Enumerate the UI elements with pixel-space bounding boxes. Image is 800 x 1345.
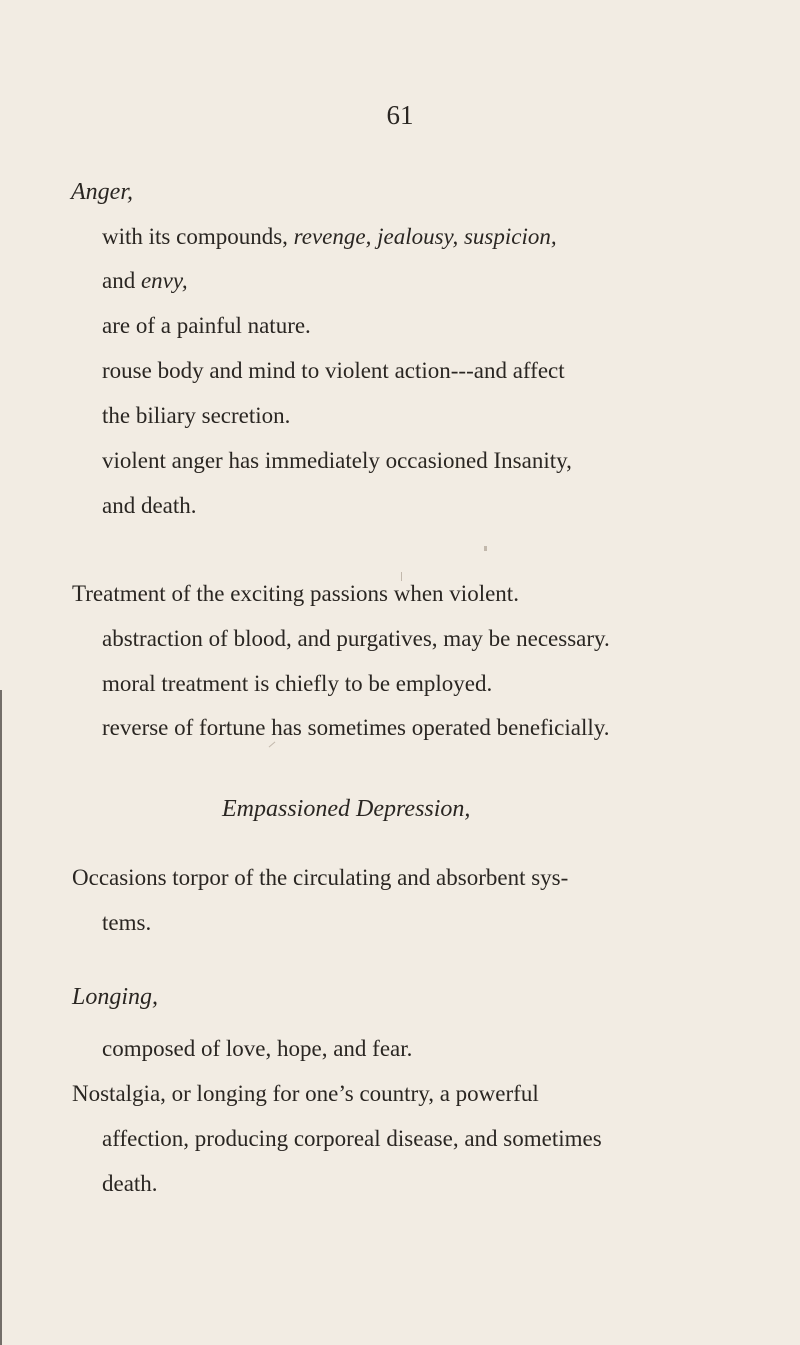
- ink-speck: [401, 572, 402, 581]
- heading-longing: Longing,: [72, 984, 159, 1010]
- anger-line-2: [102, 269, 188, 292]
- anger-line-2-emphasis: envy,: [140, 268, 188, 293]
- depression-line-1: Occasions torpor of the circulating and absorbent sys-: [72, 865, 569, 890]
- page-edge-shadow: [0, 690, 2, 1345]
- treatment-line-2: abstraction of blood, and purgatives, may be necessary.: [102, 626, 610, 651]
- page-number: 61: [386, 100, 414, 130]
- anger-line-4: rouse body and mind to violent action---and affect: [102, 358, 565, 383]
- longing-line-3: affection, producing corporeal disease, and sometimes: [102, 1126, 602, 1151]
- longing-line-4: death.: [102, 1171, 158, 1196]
- treatment-line-1: Treatment of the exciting passions when violent.: [72, 581, 519, 606]
- anger-line-1-text: with its compounds,: [102, 224, 288, 249]
- anger-line-7: and death.: [102, 493, 197, 518]
- longing-line-1: composed of love, hope, and fear.: [102, 1036, 413, 1061]
- treatment-line-4: reverse of fortune has sometimes operated beneficially.: [102, 715, 610, 740]
- anger-line-5: the biliary secretion.: [102, 403, 291, 428]
- ink-speck: [269, 742, 276, 748]
- ink-speck: [484, 546, 487, 551]
- heading-empassioned-depression: Empassioned Depression,: [222, 796, 471, 822]
- anger-line-3: are of a painful nature.: [102, 313, 311, 338]
- anger-line-1: [102, 225, 557, 248]
- heading-anger: Anger,: [71, 179, 133, 205]
- anger-line-6: violent anger has immediately occasioned Insanity,: [102, 448, 572, 473]
- depression-line-2: tems.: [102, 910, 152, 935]
- anger-line-2-text: and: [102, 268, 136, 293]
- treatment-line-3: moral treatment is chiefly to be employed.: [102, 671, 493, 696]
- longing-line-2: Nostalgia, or longing for one’s country, a powerful: [72, 1081, 539, 1106]
- anger-line-1-emphasis: revenge, jealousy, suspicion,: [293, 224, 557, 249]
